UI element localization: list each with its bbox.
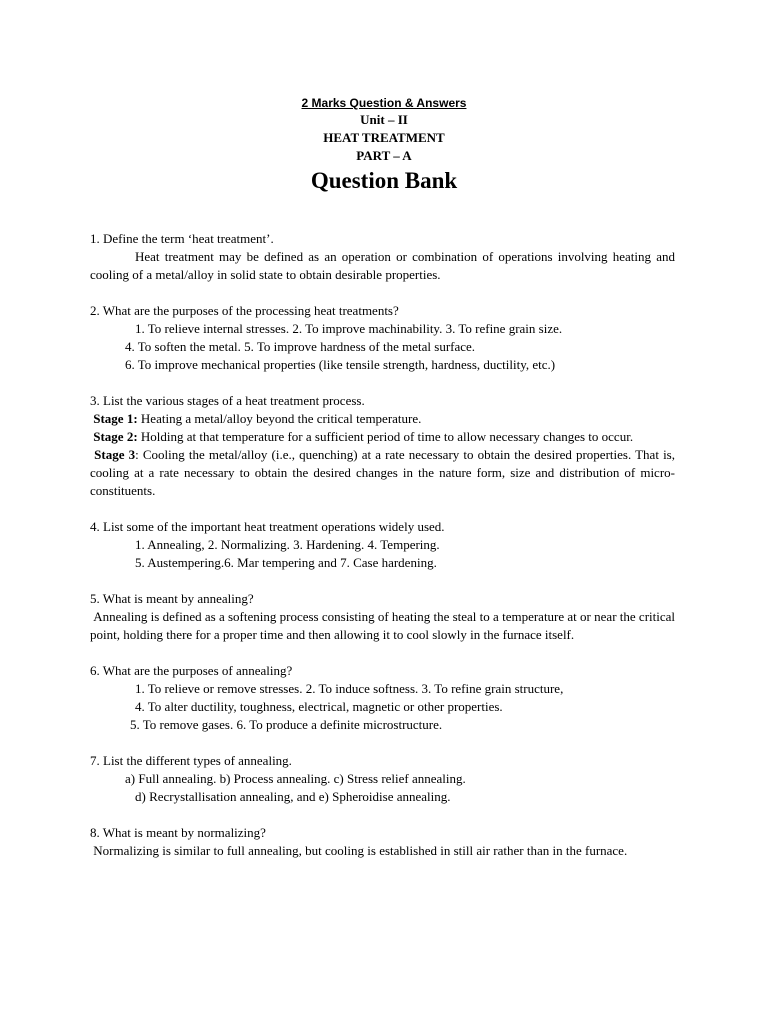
question-text: 6. What are the purposes of annealing?: [90, 663, 293, 678]
answer-line: d) Recrystallisation annealing, and e) Spheroidise annealing.: [135, 789, 451, 804]
question-block-2: [90, 302, 675, 374]
marks-heading: 2 Marks Question & Answers: [301, 96, 467, 110]
question-text: 4. List some of the important heat treatment operations widely used.: [90, 519, 445, 534]
stage-label: Stage 2:: [93, 429, 138, 444]
question-text: 3. List the various stages of a heat treatment process.: [90, 393, 365, 408]
question-block-7: [90, 752, 675, 806]
question-text: 2. What are the purposes of the processing heat treatments?: [90, 303, 399, 318]
unit-heading: Unit – II: [360, 112, 408, 127]
stage-1: [90, 410, 675, 428]
answer-line: a) Full annealing. b) Process annealing. c) Stress relief annealing.: [125, 771, 466, 786]
answer-text: Heat treatment may be defined as an operation or combination of operations involving heating and cooling of a metal/alloy in solid state to obtain desirable properties.: [90, 249, 675, 282]
stage-label: Stage 3: [94, 447, 136, 462]
question-block-5: [90, 590, 675, 644]
stage-text: : Cooling the metal/alloy (i.e., quenching) at a rate necessary to obtain the desired properties. That is, cooling at a rate necessary to obtain the desired changes in the nature form, size and distribution of micro-constituents.: [90, 447, 675, 498]
answer-text: [90, 842, 675, 860]
stage-2: [90, 428, 675, 446]
question-text: 1. Define the term ‘heat treatment’.: [90, 231, 274, 246]
question-block-6: [90, 662, 675, 734]
question-block-4: [90, 518, 675, 572]
part-heading: PART – A: [356, 148, 412, 163]
answer-body: Normalizing is similar to full annealing, but cooling is established in still air rather than in the furnace.: [93, 843, 628, 858]
document-header: [0, 95, 768, 196]
question-list: [90, 230, 675, 860]
question-text: 7. List the different types of annealing.: [90, 753, 292, 768]
subject-heading: HEAT TREATMENT: [323, 130, 445, 145]
stage-3: [90, 446, 675, 500]
question-text: 8. What is meant by normalizing?: [90, 825, 266, 840]
answer-line: 1. To relieve internal stresses. 2. To improve machinability. 3. To refine grain size.: [135, 321, 563, 336]
question-block-3: [90, 392, 675, 500]
answer-text: [90, 608, 675, 644]
answer-line: 4. To soften the metal. 5. To improve hardness of the metal surface.: [125, 339, 476, 354]
answer-line: 1. To relieve or remove stresses. 2. To induce softness. 3. To refine grain structure,: [135, 681, 564, 696]
stage-text: Holding at that temperature for a sufficient period of time to allow necessary changes to occur.: [137, 429, 634, 444]
answer-body: Annealing is defined as a softening process consisting of heating the steal to a temperature at or near the critical point, holding there for a proper time and then allowing it to cool slowly in the furnace itself.: [90, 609, 676, 642]
answer-line: 4. To alter ductility, toughness, electrical, magnetic or other properties.: [135, 699, 503, 714]
answer-line: 6. To improve mechanical properties (like tensile strength, hardness, ductility, etc.): [125, 357, 556, 372]
page-title: Question Bank: [310, 168, 458, 193]
question-block-1: [90, 230, 675, 284]
answer-line: 5. Austempering.6. Mar tempering and 7. Case hardening.: [135, 555, 437, 570]
question-block-8: [90, 824, 675, 860]
answer-line: 1. Annealing, 2. Normalizing. 3. Hardening. 4. Tempering.: [135, 537, 440, 552]
stage-label: Stage 1:: [93, 411, 138, 426]
stage-text: Heating a metal/alloy beyond the critical temperature.: [137, 411, 422, 426]
question-text: 5. What is meant by annealing?: [90, 591, 254, 606]
answer-line: 5. To remove gases. 6. To produce a definite microstructure.: [130, 717, 443, 732]
